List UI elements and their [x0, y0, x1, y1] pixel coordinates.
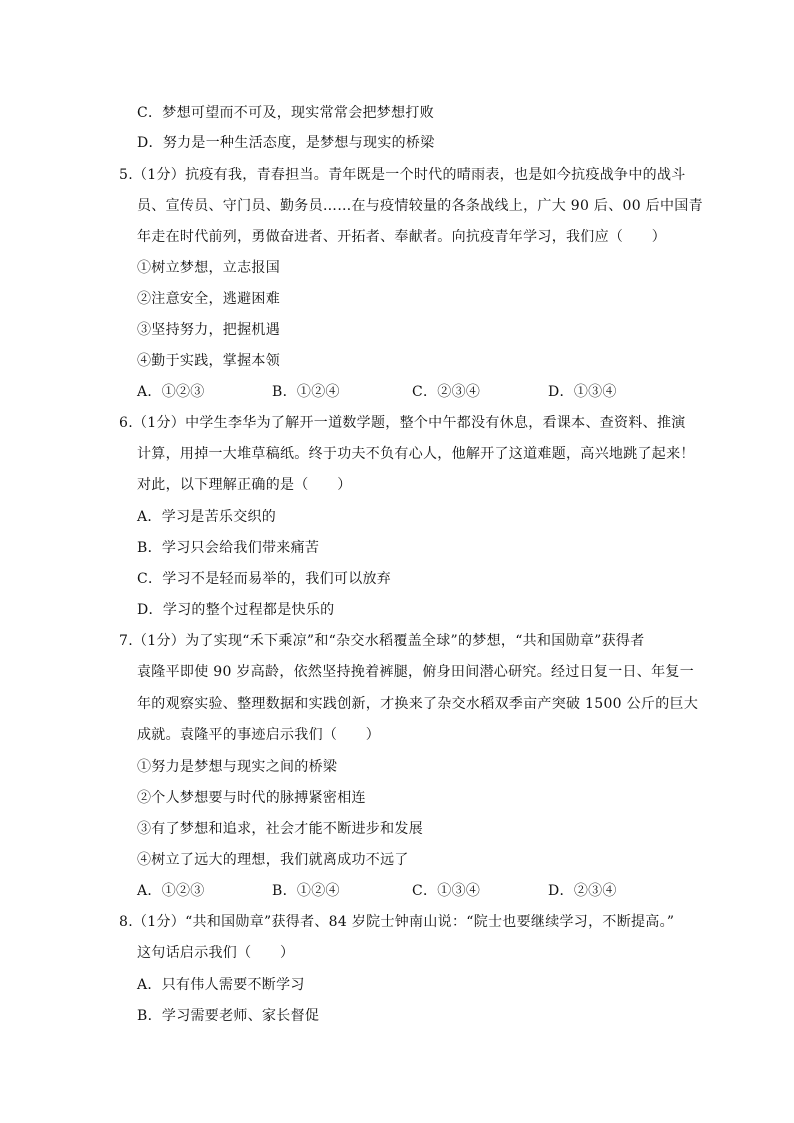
q6-option-b: B．学习只会给我们带来痛苦 [137, 540, 320, 556]
q4-option-d: D．努力是一种生活态度，是梦想与现实的桥梁 [137, 135, 435, 151]
q7-choice-b: B．①②④ [272, 883, 340, 899]
q7-item-4: ④树立了远大的理想，我们就离成功不远了 [137, 852, 409, 868]
q8-option-a: A．只有伟人需要不断学习 [137, 977, 305, 993]
q6-option-c: C．学习不是轻而易举的，我们可以放弃 [137, 571, 392, 587]
q8-option-b: B．学习需要老师、家长督促 [137, 1008, 320, 1024]
q7-stem-line-4: 成就。袁隆平的事迹启示我们（ ） [137, 727, 381, 743]
q5-item-4: ④勤于实践，掌握本领 [137, 353, 280, 369]
q7-choice-c: C．①③④ [412, 883, 481, 899]
q5-choice-c: C．②③④ [412, 384, 481, 400]
q7-item-3: ③有了梦想和追求，社会才能不断进步和发展 [137, 821, 423, 837]
q7-item-1: ①努力是梦想与现实之间的桥梁 [137, 759, 338, 775]
q5-stem-line-2: 员、宣传员、守门员、勤务员……在与疫情较量的各条战线上，广大 90 后、00 后中国青 [137, 198, 703, 214]
q7-stem-line-3: 年的观察实验、整理数据和实践创新，才换来了杂交水稻双季亩产突破 1500 公斤的巨大 [137, 696, 699, 712]
q4-option-c: C．梦想可望而不可及，现实常常会把梦想打败 [137, 105, 435, 121]
q5-choice-d: D．①③④ [548, 384, 617, 400]
q8-stem-line-1: 8.（1分）“共和国勋章”获得者、84 岁院士钟南山说：“院士也要继续学习，不断提高。” [119, 914, 675, 930]
q5-stem-line-3: 年走在时代前列，勇做奋进者、开拓者、奉献者。向抗疫青年学习，我们应（ ） [137, 229, 667, 245]
q7-item-2: ②个人梦想要与时代的脉搏紧密相连 [137, 790, 366, 806]
q5-item-1: ①树立梦想，立志报国 [137, 260, 280, 276]
q7-choice-d: D．②③④ [548, 883, 617, 899]
q7-stem-line-2: 袁隆平即使 90 岁高龄，依然坚持挽着裤腿，俯身田间潜心研究。经过日复一日、年复一 [137, 664, 695, 680]
q5-choice-b: B．①②④ [272, 384, 340, 400]
q5-choice-a: A．①②③ [137, 384, 205, 400]
q6-stem-line-3: 对此，以下理解正确的是（ ） [137, 477, 352, 493]
q5-item-3: ③坚持努力，把握机遇 [137, 322, 280, 338]
q5-item-2: ②注意安全，逃避困难 [137, 291, 280, 307]
q5-stem-line-1: 5.（1分）抗疫有我，青春担当。青年既是一个时代的晴雨表，也是如今抗疫战争中的战斗 [119, 167, 686, 183]
q6-option-a: A．学习是苦乐交织的 [137, 509, 277, 525]
q6-stem-line-1: 6.（1分）中学生李华为了解开一道数学题，整个中午都没有休息，看课本、查资料、推演 [119, 415, 686, 431]
q6-option-d: D．学习的整个过程都是快乐的 [137, 602, 335, 618]
q7-stem-line-1: 7.（1分）为了实现“禾下乘凉”和“杂交水稻覆盖全球”的梦想，“共和国勋章”获得者 [119, 633, 645, 649]
q7-choice-a: A．①②③ [137, 883, 205, 899]
q6-stem-line-2: 计算，用掉一大堆草稿纸。终于功夫不负有心人，他解开了这道难题，高兴地跳了起来！ [137, 446, 695, 462]
q8-stem-line-2: 这句话启示我们（ ） [137, 945, 295, 961]
